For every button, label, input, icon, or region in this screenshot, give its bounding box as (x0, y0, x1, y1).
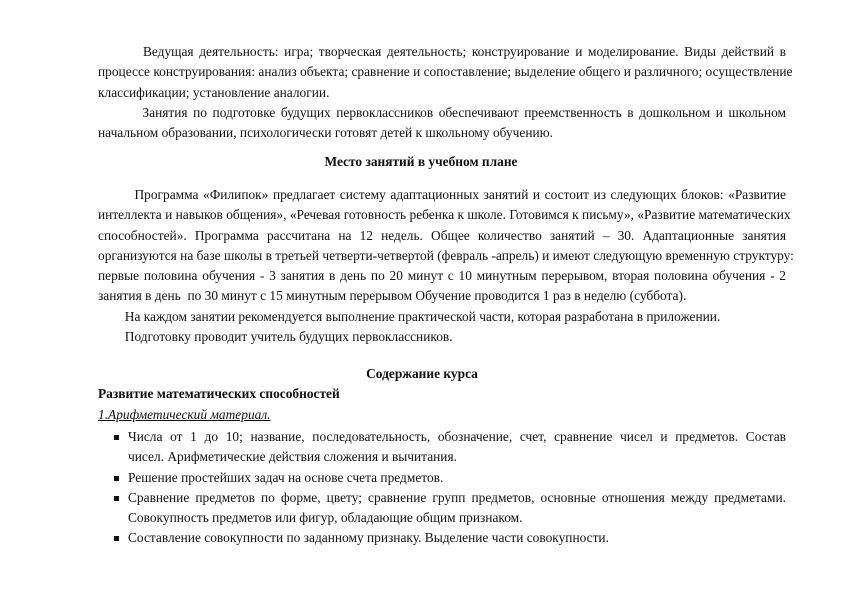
list-item (98, 427, 786, 468)
paragraph-program (98, 185, 794, 307)
text-line: занятия в день по 30 минут с 15 минутным перерывом Обучение проводится 1 раз в неделю (суббота). (98, 288, 687, 304)
text-line: Подготовку проводит учитель будущих первоклассников. (98, 329, 453, 344)
list-item (98, 528, 786, 548)
text-line: Сравнение предметов по форме, цвету; сравнение групп предметов, основные отношения между предметами. (128, 489, 786, 505)
heading-course-content: Содержание курса (366, 366, 478, 381)
paragraph-practical (98, 307, 786, 327)
text-line: Программа «Филипок» предлагает систему адаптационных занятий и состоит из следующих блоков: «Развитие (98, 187, 786, 202)
paragraph-teacher (98, 327, 786, 347)
list-item (98, 468, 786, 488)
text-line: организуются на базе школы в третьей четверти-четвертой (февраль -апрель) и имеют следующую временную структуру: (98, 247, 794, 263)
text-line: интеллекта и навыков общения», «Речевая готовность ребенка к школе. Готовимся к письму», «Развитие математических (98, 207, 791, 223)
text-line: классификации; установление аналогии. (98, 84, 330, 100)
text-line: Решение простейших задач на основе счета предметов. (128, 469, 444, 485)
subheading-math-text: Развитие математических способностей (98, 386, 340, 401)
text-line: Составление совокупности по заданному признаку. Выделение части совокупности. (128, 530, 609, 546)
text-line: чисел. Арифметические действия сложения и вычитания. (128, 449, 457, 465)
subheading-arithmetic: 1.Арифметический материал. (98, 407, 271, 422)
heading-place-in-curriculum: Место занятий в учебном плане (324, 154, 518, 169)
square-bullet-icon (114, 536, 119, 541)
square-bullet-icon (114, 476, 119, 481)
square-bullet-icon (114, 435, 119, 440)
text-line: начальном образовании, психологически готовят детей к школьному обучению. (98, 125, 554, 141)
text-line: способностей». Программа рассчитана на 12 недель. Общее количество занятий – 30. Адаптационные занятия (98, 227, 786, 243)
text-line: процессе конструирования: анализ объекта; сравнение и сопоставление; выделение общего и различного; осуществление (98, 64, 793, 80)
paragraph-continuity (98, 103, 786, 144)
paragraph-activity (98, 42, 793, 103)
text-line: первые половина обучения - 3 занятия в день по 20 минут с 10 минутным перерывом, вторая половина обучения - 2 (98, 268, 786, 284)
text-line: Ведущая деятельность: игра; творческая деятельность; конструирование и моделирование. Виды действий в (98, 44, 786, 59)
subheading-math (98, 386, 340, 402)
text-line: Числа от 1 до 10; название, последовательность, обозначение, счет, сравнение чисел и предметов. Состав (128, 429, 786, 444)
text-line: Занятия по подготовке будущих первоклассников обеспечивают преемственность в дошкольном и школьном (98, 105, 786, 120)
text-line: Совокупность предметов или фигур, обладающие общим признаком. (128, 510, 523, 526)
square-bullet-icon (114, 496, 119, 501)
bullet-list (98, 427, 786, 549)
text-line: На каждом занятии рекомендуется выполнение практической части, которая разработана в приложении. (98, 309, 721, 324)
list-item (98, 488, 786, 529)
